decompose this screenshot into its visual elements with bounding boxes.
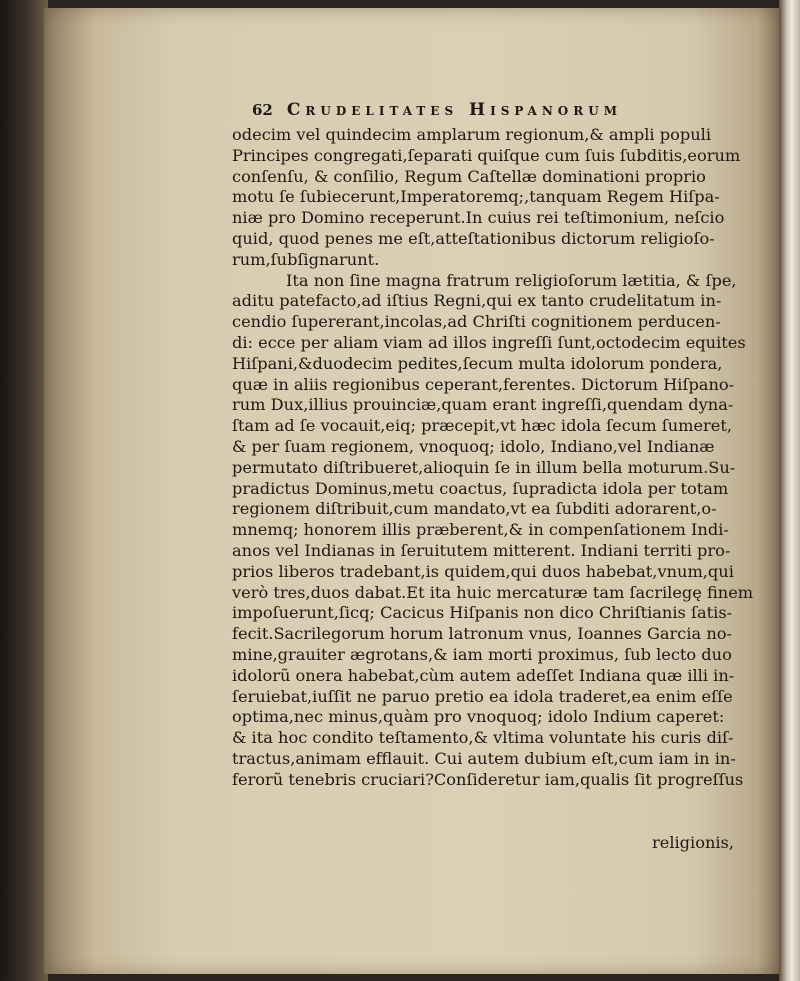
page-number: 62 xyxy=(252,101,273,119)
text-line: optima,nec minus,quàm pro vnoquoq; idolo Indium caperet: xyxy=(232,707,725,727)
text-line: mnemq; honorem illis præberent,& in compenſationem Indi- xyxy=(232,520,729,540)
text-line: & ita hoc condito teſtamento,& vltima voluntate his curis diſ- xyxy=(232,728,734,748)
text-line: fecit.Sacrilegorum horum latronum vnus, Ioannes Garcia no- xyxy=(232,624,732,644)
text-line: quid, quod penes me eſt,atteſtationibus dictorum religioſo- xyxy=(232,228,715,248)
running-title: Crudelitates Hispanorum xyxy=(286,100,622,120)
text-line: prios liberos tradebant,is quidem,qui duos habebat,vnum,qui xyxy=(232,561,734,581)
text-line: ſtam ad ſe vocauit,eiq; præcepit,vt hæc idola ſecum ſumeret, xyxy=(232,416,733,436)
paragraph-start-line: Ita non ſine magna fratrum religioſorum lætitia, & ſpe, xyxy=(286,270,737,290)
book-binding-left xyxy=(0,0,48,981)
text-line: impoſuerunt,ſicq; Cacicus Hiſpanis non dico Chriſtianis ſatis- xyxy=(232,603,733,623)
text-line: rum,ſubſignarunt. xyxy=(232,249,380,269)
text-line: motu ſe ſubiecerunt,Imperatoremq;,tanquam Regem Hiſpa- xyxy=(232,187,720,207)
text-line: quæ in aliis regionibus ceperant,ferentes. Dictorum Hiſpano- xyxy=(232,374,735,394)
text-line: odecim vel quindecim amplarum regionum,& ampli populi xyxy=(232,125,712,144)
text-line: & per ſuam regionem, vnoquoq; idolo, Indiano,vel Indianæ xyxy=(232,436,715,456)
body-text xyxy=(232,125,764,791)
text-line: regionem diſtribuit,cum mandato,vt ea ſubditi adorarent,o- xyxy=(232,499,717,519)
running-head xyxy=(252,100,732,128)
text-line: ſeruiebat,iuſſit ne paruo pretio ea idola traderet,ea enim eſſe xyxy=(232,686,733,706)
text-line: Principes congregati,ſeparati quiſque cum ſuis ſubditis,eorum xyxy=(232,145,741,165)
text-line: aditu patefacto,ad iſtius Regni,qui ex tanto crudelitatum in- xyxy=(232,291,722,311)
text-line: idolorũ onera habebat,cùm autem adeſſet Indiana quæ illi in- xyxy=(232,665,735,685)
text-line: mine,grauiter ægrotans,& iam morti proximus, ſub lecto duo xyxy=(232,644,732,664)
text-line: di: ecce per aliam viam ad illos ingreſſi ſunt,octodecim equites xyxy=(232,332,746,352)
text-line: cendio ſupererant,incolas,ad Chriſti cognitionem perducen- xyxy=(232,312,721,332)
page-edge-right xyxy=(779,0,800,981)
text-line: pradictus Dominus,metu coactus, ſupradicta idola per totam xyxy=(232,478,729,498)
text-line: anos vel Indianas in ſeruitutem mitterent. Indiani territi pro- xyxy=(232,540,731,560)
text-line: verò tres,duos dabat.Et ita huic mercaturæ tam ſacrilegę finem xyxy=(232,582,754,602)
text-line: tractus,animam efflauit. Cui autem dubium eſt,cum iam in in- xyxy=(232,748,736,768)
text-line: ferorũ tenebris cruciari?Conſideretur iam,qualis ſit progreſſus xyxy=(232,769,744,789)
text-line: niæ pro Domino receperunt.In cuius rei teſtimonium, neſcio xyxy=(232,208,725,228)
text-line: rum Dux,illius prouinciæ,quam erant ingreſſi,quendam dyna- xyxy=(232,395,734,415)
text-line: conſenſu, & conſilio, Regum Caſtellæ dominationi proprio xyxy=(232,166,706,186)
text-line: permutato diſtribueret,alioquin ſe in illum bella moturum.Su- xyxy=(232,457,736,477)
catchword: religionis, xyxy=(652,833,735,852)
text-line: Hiſpani,&duodecim pedites,ſecum multa idolorum pondera, xyxy=(232,353,723,373)
